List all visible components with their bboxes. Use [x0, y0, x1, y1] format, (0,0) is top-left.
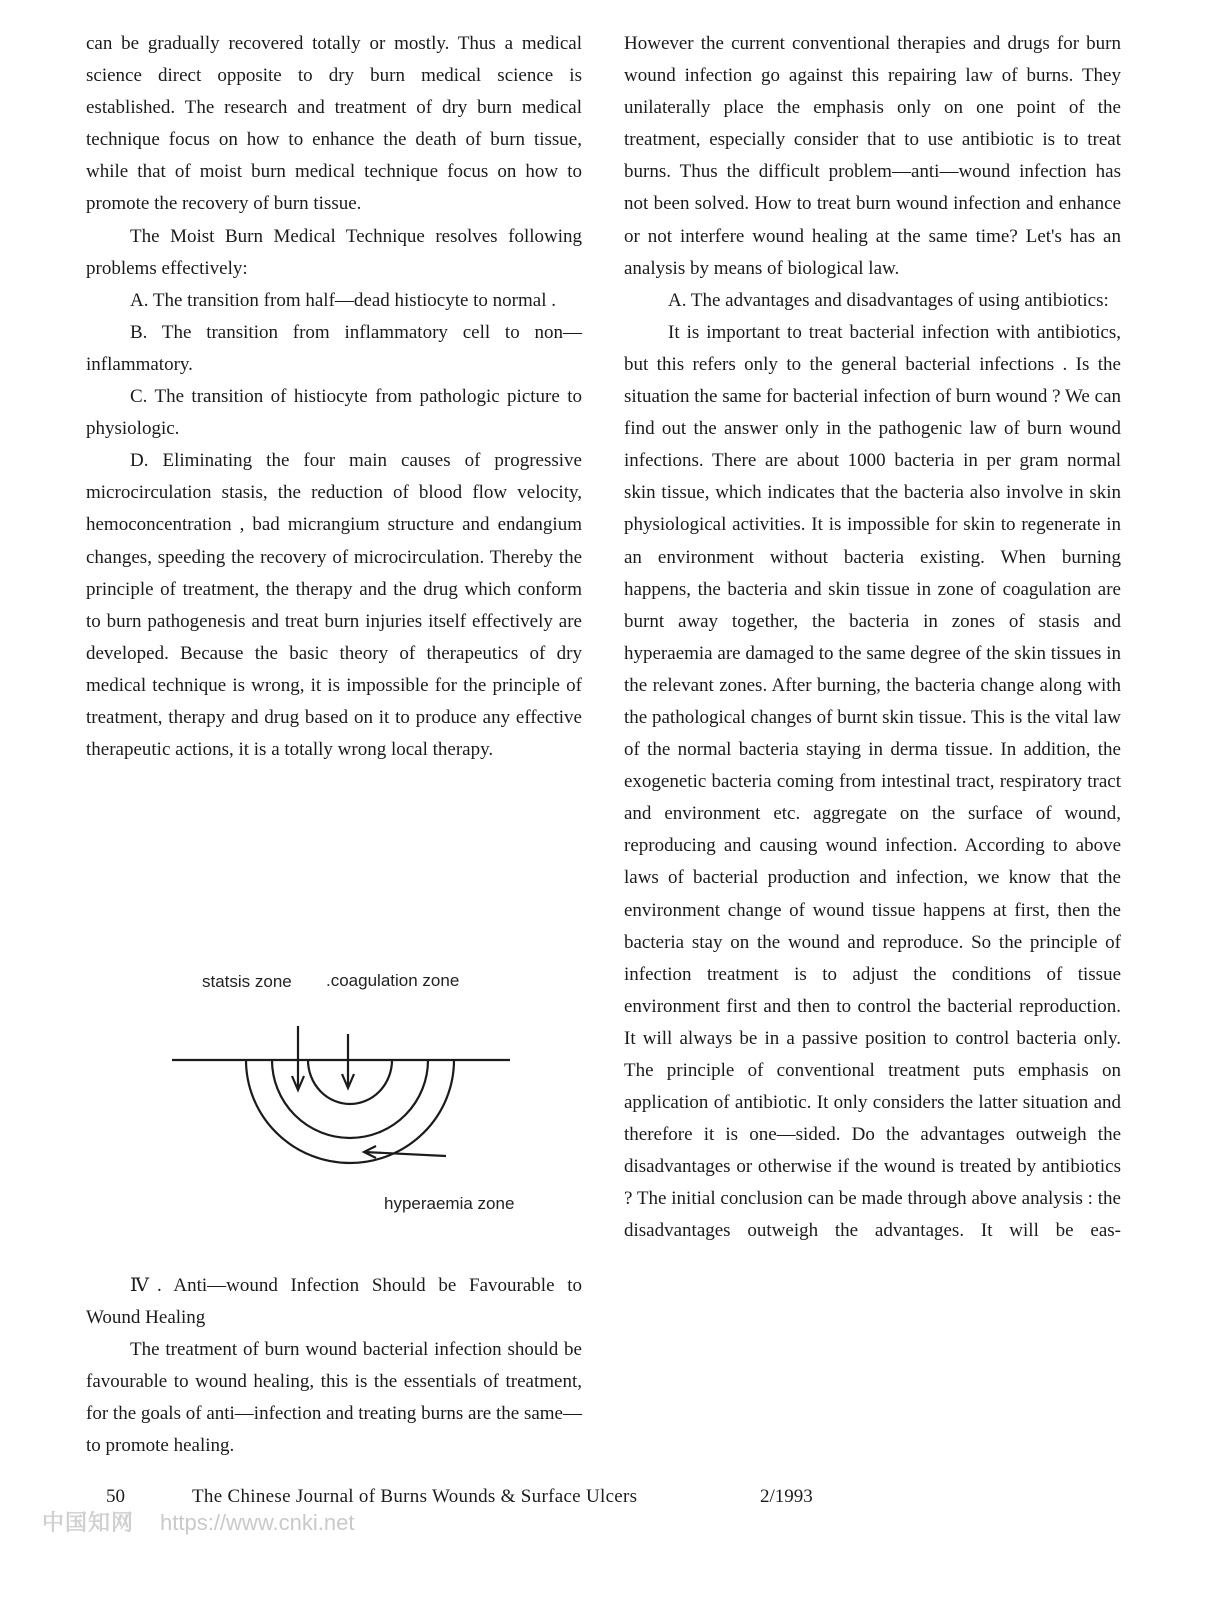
right-paragraph-1: However the current conventional therapies and drugs for burn wound infection go against this repairing law of burns. They unilaterally place the emphasis only on one point of the treatment, especially consider that to use antibiotic is to treat burns. Thus the difficult problem—anti—wound infection has not been solved. How to treat burn wound infection and enhance or not interfere wound healing at the same time? Let's has an analysis by means of biological law. [624, 33, 1121, 279]
list-item-c: C. The transition of histiocyte from pathologic picture to physiologic. [86, 386, 582, 440]
hyperaemia-zone-arc [246, 1060, 454, 1163]
left-paragraph-2: The Moist Burn Medical Technique resolves following problems effectively: [86, 225, 582, 279]
list-item-a: A. The transition from half—dead histiocyte to normal . [130, 289, 556, 311]
list-item-b: B. The transition from inflammatory cell to non—inflammatory. [86, 321, 582, 375]
burn-zones-figure [86, 960, 582, 1230]
issue-number: 2/1993 [760, 1486, 813, 1507]
burn-zones-diagram [86, 960, 582, 1230]
section-iv-heading: Ⅳ. Anti—wound Infection Should be Favourable to Wound Healing [86, 1275, 582, 1329]
hyperaemia-zone-label: hyperaemia zone [384, 1194, 515, 1213]
coagulation-zone-label: .coagulation zone [326, 971, 460, 990]
page-number: 50 [106, 1486, 125, 1507]
statsis-zone-label: statsis zone [202, 972, 292, 991]
right-paragraph-3: It is important to treat bacterial infection with antibiotics, but this refers only to the general bacterial infections . Is the situation the same for bacterial infection of burn wound ? We can find out the answer only in the pathogenic law of burn wound infections. There are about 1000 bacteria in per gram normal skin tissue, which indicates that the bacteria also involve in skin physiological activities. It is impossible for skin to regenerate in an environment without bacteria existing. When burning happens, the bacteria and skin tissue in zone of coagulation are burnt away together, the bacteria in zones of stasis and hyperaemia are damaged to the same degree of the skin tissues in the relevant zones. After burning, the bacteria change along with the pathological changes of burnt skin tissue. This is the vital law of the normal bacteria staying in derma tissue. In addition, the exogenetic bacteria coming from intestinal tract, respiratory tract and environment etc. aggregate on the surface of wound, reproducing and causing wound infection. According to above laws of bacterial production and infection, we know that the environment change of wound tissue happens at first, then the bacteria stay on the wound and reproduce. So the principle of infection treatment is to adjust the conditions of tissue environment first and then to control the bacterial reproduction. It will always be in a passive position to control bacteria only. The principle of conventional treatment puts emphasis on application of antibiotic. It only considers the latter situation and therefore it is one—sided. Do the advantages outweigh the disadvantages or otherwise if the wound is treated by antibiotics ? The initial conclusion can be made through above analysis : the disadvantages outweigh the advantages. It will be eas- [624, 321, 1121, 1242]
journal-title: The Chinese Journal of Burns Wounds & Surface Ulcers [192, 1486, 638, 1507]
watermark-url: https://www.cnki.net [160, 1510, 355, 1535]
left-paragraph-1: can be gradually recovered totally or mostly. Thus a medical science direct opposite to dry burn medical science is established. The research and treatment of dry burn medical technique focus on how to enhance the death of burn tissue, while that of moist burn medical technique focus on how to promote the recovery of burn tissue. [86, 33, 582, 215]
hyperaemia-arrow-shaft [364, 1152, 446, 1156]
right-column [624, 28, 1121, 1248]
left-column [86, 28, 582, 766]
list-item-d: D. Eliminating the four main causes of progressive microcirculation stasis, the reduction of blood flow velocity, hemoconcentration , bad micrangium structure and endangium changes, speeding the recovery of microcirculation. Thereby the principle of treatment, the therapy and the drug which conform to burn pathogenesis and treat burn injuries itself effectively are developed. Because the basic theory of therapeutics of dry medical technique is wrong, it is impossible for the principle of treatment, therapy and drug based on it to produce any effective therapeutic actions, it is a totally wrong local therapy. [86, 450, 582, 761]
watermark-cn: 中国知网 [42, 1510, 135, 1535]
section-iv [86, 1270, 582, 1463]
section-iv-paragraph: The treatment of burn wound bacterial infection should be favourable to wound healing, this is the essentials of treatment, for the goals of anti—infection and treating burns are the same—to promote healing. [86, 1339, 582, 1457]
subsection-a-heading: A. The advantages and disadvantages of using antibiotics: [668, 289, 1109, 311]
cnki-watermark [42, 1506, 354, 1536]
stasis-zone-arc [272, 1060, 428, 1138]
